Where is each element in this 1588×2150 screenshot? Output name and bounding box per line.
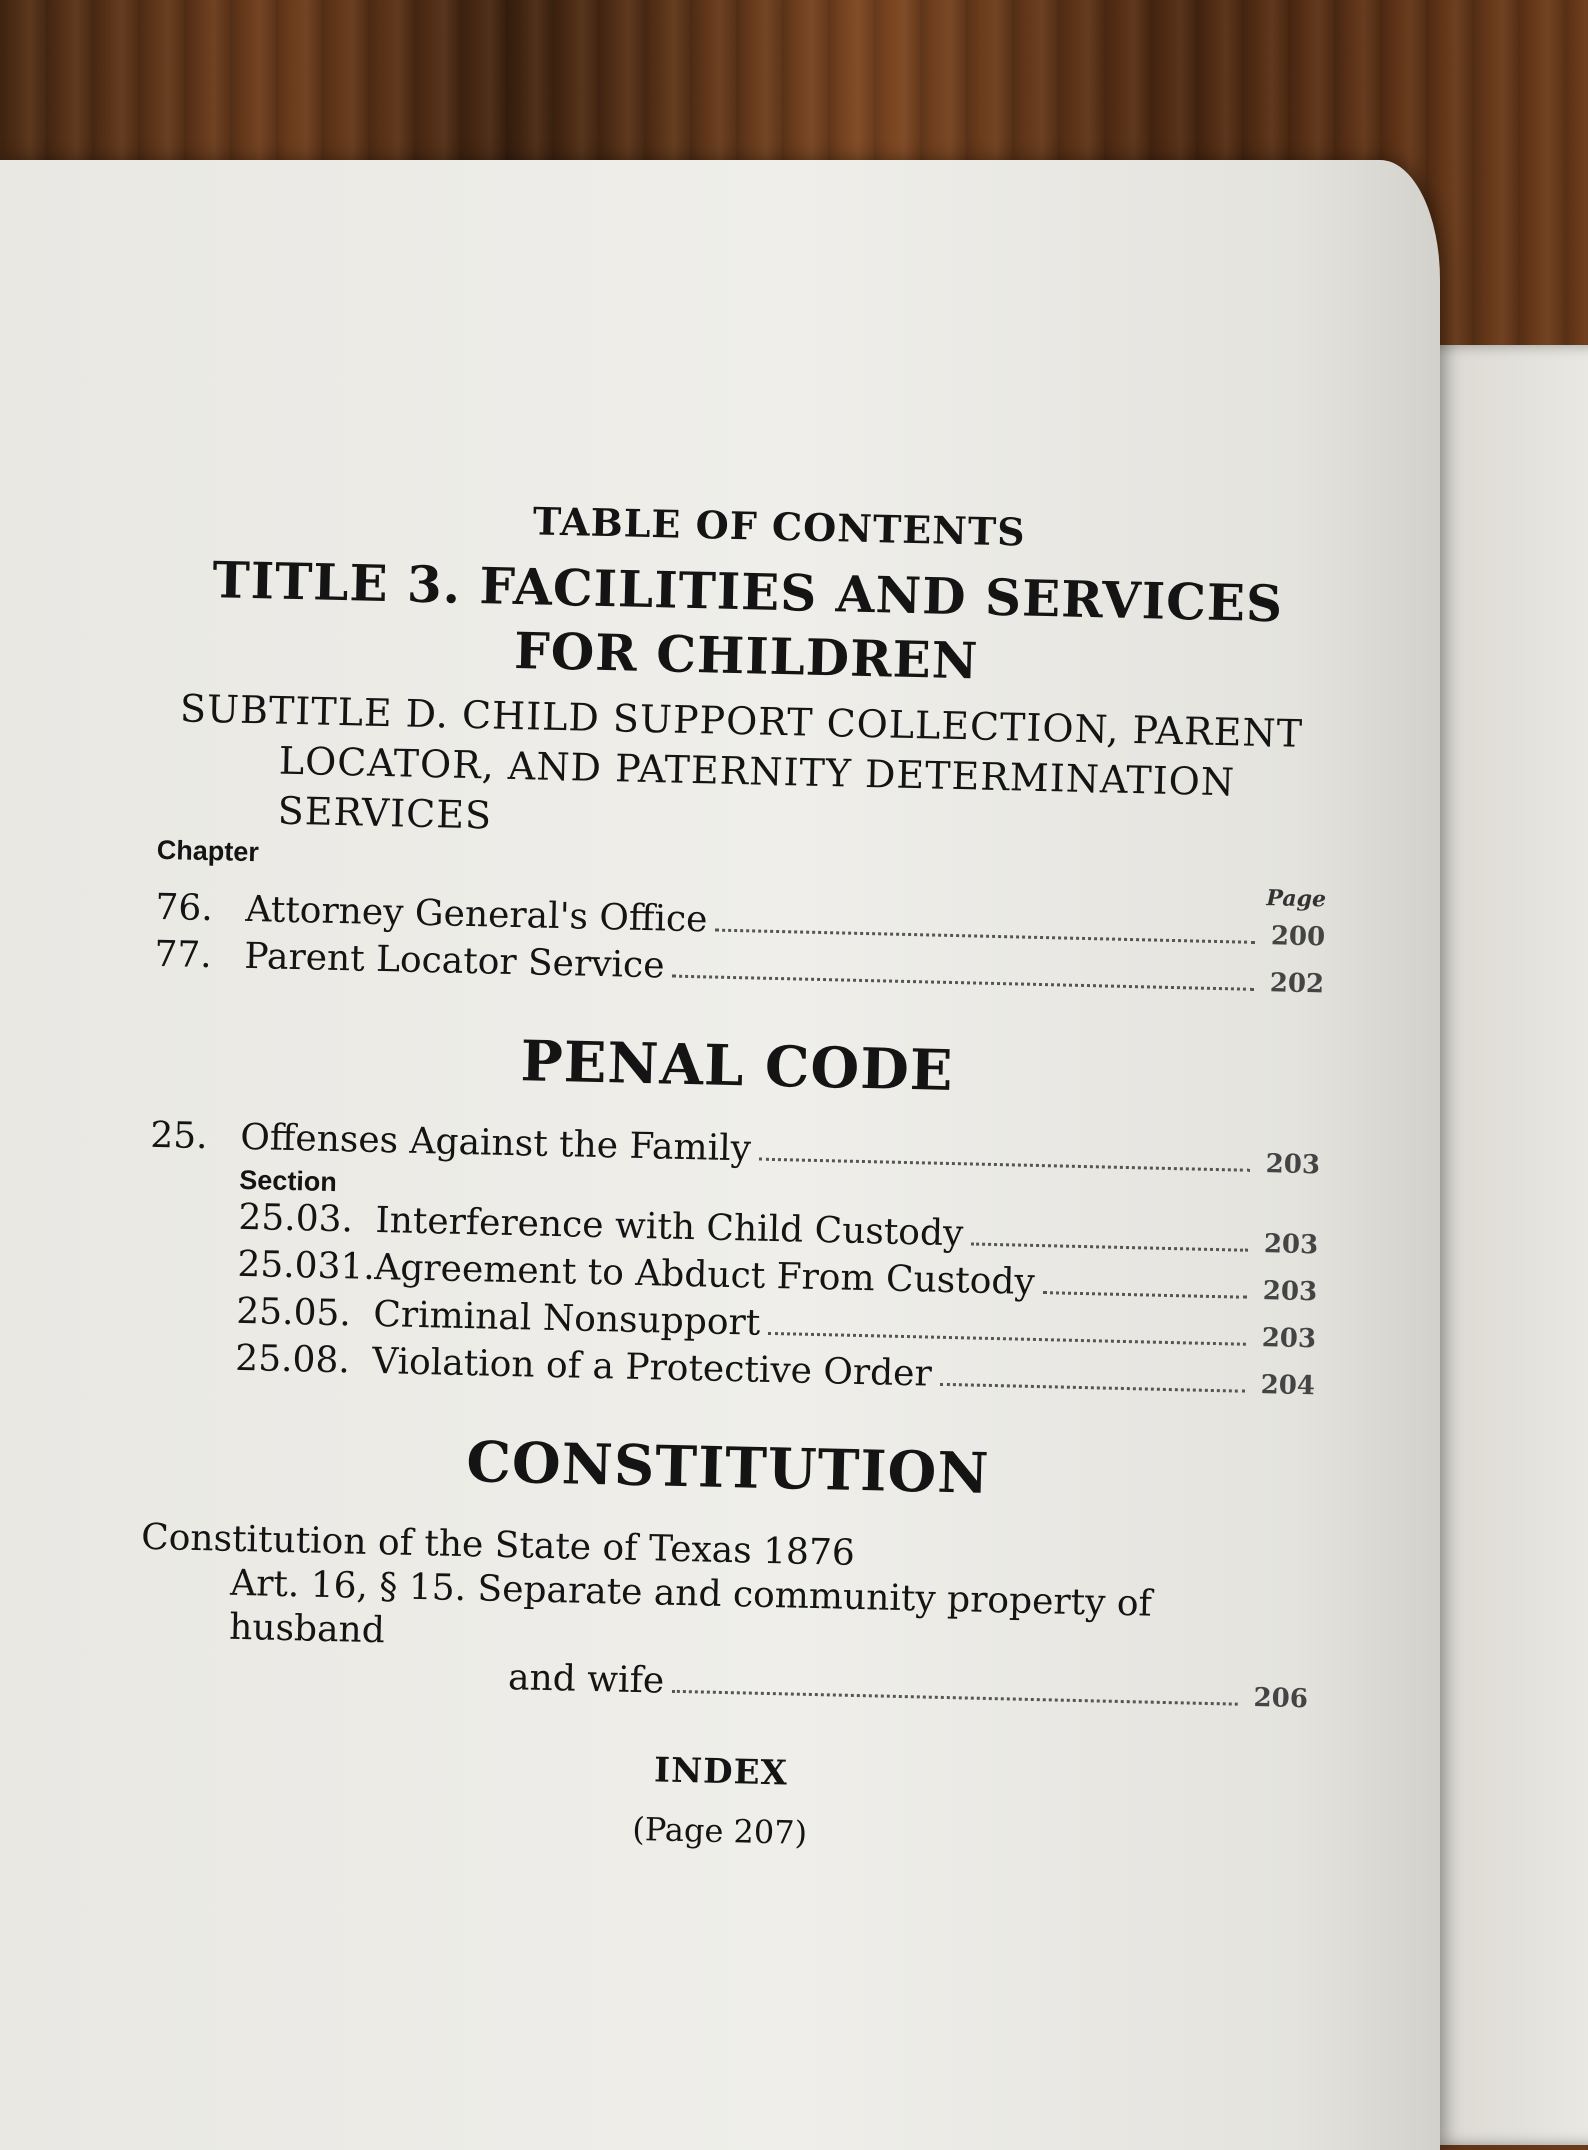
- dot-leader: [939, 1383, 1244, 1393]
- section-number: 25.031.: [236, 1243, 376, 1288]
- subtitle-heading: SUBTITLE D. CHILD SUPPORT COLLECTION, PARENT LOCATOR, AND PATERNITY DETERMINATION SERVICES: [179, 686, 1304, 838]
- page-number: 202: [1269, 968, 1325, 1000]
- page-column-label: Page: [1266, 885, 1327, 913]
- running-head: TABLE OF CONTENTS: [532, 498, 1027, 555]
- dot-leader: [768, 1332, 1246, 1346]
- page-number: 206: [1253, 1683, 1309, 1715]
- book-page: [0, 160, 1440, 2150]
- dot-leader: [715, 929, 1255, 944]
- section-title: Criminal Nonsupport: [372, 1293, 761, 1344]
- penal-code-heading: PENAL CODE: [519, 1028, 955, 1105]
- chapter-number: 25.: [149, 1114, 209, 1158]
- index-page: (Page 207): [631, 1809, 808, 1852]
- page-number: 203: [1265, 1149, 1321, 1181]
- dot-leader: [672, 1690, 1238, 1706]
- chapter-label: Chapter: [156, 834, 260, 868]
- article-line: Art. 16, § 15. Separate and community property of husband: [228, 1562, 1153, 1652]
- section-title: Agreement to Abduct From Custody: [373, 1246, 1036, 1303]
- dot-leader: [1042, 1291, 1247, 1299]
- constitution-heading: CONSTITUTION: [465, 1429, 991, 1507]
- section-label: Section: [239, 1164, 338, 1198]
- title-line-1: TITLE 3. FACILITIES AND SERVICES: [211, 550, 1284, 634]
- section-number: 25.08.: [234, 1337, 351, 1382]
- index-heading: INDEX: [653, 1750, 789, 1794]
- section-list: [145, 1163, 1320, 1408]
- page-number: 203: [1261, 1323, 1317, 1355]
- chapter-number: 77.: [153, 933, 213, 977]
- chapter-title: Parent Locator Service: [243, 935, 665, 987]
- chapter-number: 76.: [155, 886, 214, 930]
- dot-leader: [971, 1242, 1248, 1251]
- page-number: 203: [1262, 1276, 1318, 1308]
- table-of-contents: [134, 490, 1334, 1863]
- chapter-title: Offenses Against the Family: [239, 1116, 752, 1170]
- section-number: 25.05.: [235, 1290, 352, 1335]
- facing-page-edge: [1420, 345, 1588, 2145]
- page-number: 204: [1260, 1370, 1316, 1402]
- title-line-2: FOR CHILDREN: [513, 620, 980, 691]
- article-continuation: and wife: [507, 1657, 665, 1702]
- dot-leader: [672, 975, 1254, 991]
- page-number: 200: [1270, 921, 1326, 953]
- section-number: 25.03.: [238, 1196, 354, 1241]
- chapter-title: Attorney General's Office: [245, 888, 708, 941]
- dot-leader: [759, 1158, 1250, 1172]
- title-heading: [161, 547, 1334, 702]
- section-title: Violation of a Protective Order: [371, 1340, 933, 1395]
- page-number: 203: [1263, 1229, 1319, 1261]
- section-title: Interference with Child Custody: [375, 1199, 964, 1255]
- constitution-document: Constitution of the State of Texas 1876: [140, 1516, 856, 1574]
